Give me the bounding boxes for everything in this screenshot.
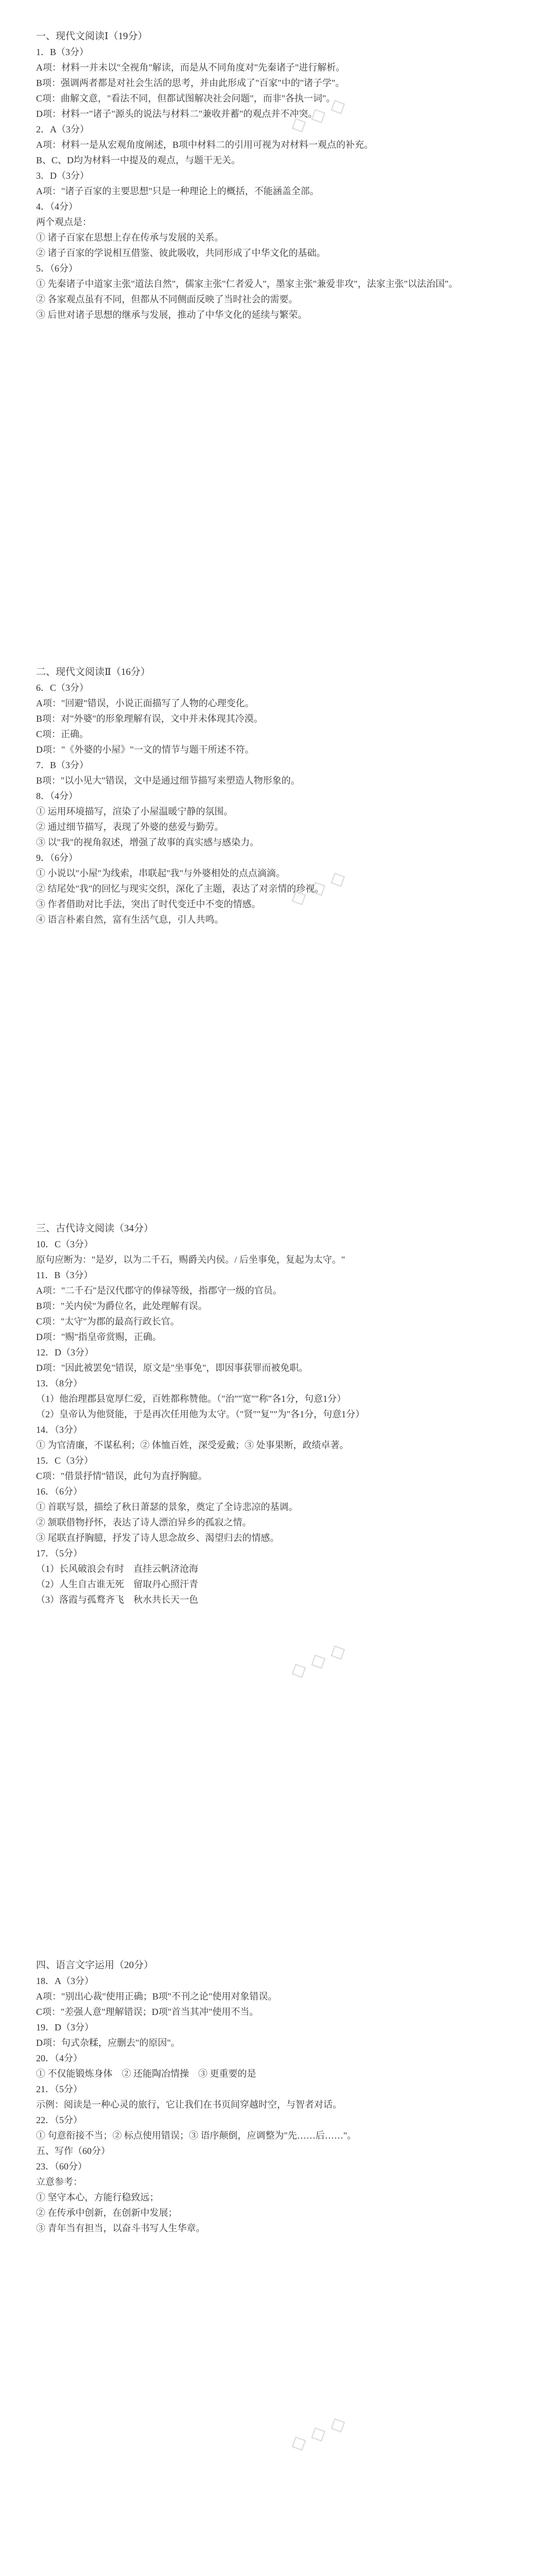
- answer-line: ② 各家观点虽有不同，但都从不同侧面反映了当时社会的需要。: [36, 294, 298, 304]
- answer-line: 6．C（3分）: [36, 683, 89, 693]
- answer-line: 14．（3分）: [36, 1425, 82, 1435]
- answer-line: 二、现代文阅读Ⅱ（16分）: [36, 667, 150, 677]
- answer-line: 8．（4分）: [36, 791, 78, 801]
- answer-part-2: [36, 665, 499, 927]
- watermark: ◇ ◇ ◇: [286, 1637, 350, 1684]
- answer-line: ① 诸子百家在思想上存在传承与发展的关系。: [36, 232, 224, 243]
- answer-line: D项："因此被罢免"错误，原文是"坐事免"，即因事获罪而被免职。: [36, 1363, 308, 1373]
- answer-line: D项："《外婆的小屋》"一文的情节与题干所述不符。: [36, 744, 254, 755]
- answer-line: B项：强调两者都是对社会生活的思考，并由此形成了"百家"中的"诸子学"。: [36, 78, 345, 88]
- answer-line: ③ 尾联直抒胸臆，抒发了诗人思念故乡、渴望归去的情感。: [36, 1533, 280, 1543]
- answer-line: A项：材料一是从宏观角度阐述，B项中材料二的引用可视为对材料一观点的补充。: [36, 140, 374, 150]
- answer-line: ① 小说以"小屋"为线索，串联起"我"与外婆相处的点点滴滴。: [36, 868, 285, 878]
- answer-line: 立意参考：: [36, 2177, 82, 2187]
- answer-line: （3）落霞与孤鹜齐飞 秋水共长天一色: [36, 1595, 198, 1605]
- answer-line: 四、语言文字运用（20分）: [36, 1960, 154, 1971]
- watermark: ◇ ◇ ◇: [286, 92, 350, 138]
- answer-line: 17．（5分）: [36, 1548, 82, 1558]
- answer-line: 21．（5分）: [36, 2084, 82, 2094]
- answer-line: ④ 语言朴素自然，富有生活气息，引人共鸣。: [36, 914, 224, 925]
- answer-line: ② 颔联借物抒怀，表达了诗人漂泊异乡的孤寂之情。: [36, 1517, 252, 1528]
- answer-line: （1）长风破浪会有时 直挂云帆济沧海: [36, 1564, 198, 1574]
- answer-line: 4．（4分）: [36, 201, 78, 212]
- answer-line: B项：对"外婆"的形象理解有误，文中并未体现其冷漠。: [36, 714, 263, 724]
- answer-line: 2．A（3分）: [36, 124, 89, 134]
- answer-line: A项："诸子百家的主要思想"只是一种理论上的概括，不能涵盖全部。: [36, 186, 319, 196]
- answer-line: ③ 作者借助对比手法，突出了时代变迁中不变的情感。: [36, 899, 261, 909]
- answer-part-1: [36, 29, 499, 323]
- watermark: ◇ ◇ ◇: [286, 2410, 350, 2456]
- answer-line: 16．（6分）: [36, 1486, 82, 1497]
- answer-line: D项："赐"指皇帝赏赐，正确。: [36, 1332, 162, 1342]
- answer-line: B项："关内侯"为爵位名，此处理解有误。: [36, 1301, 207, 1311]
- answer-line: C项：曲解文意，"看法不同，但都试图解决社会问题"，而非"各执一词"。: [36, 93, 336, 104]
- answer-line: D项：句式杂糅，应删去"的原因"。: [36, 2038, 180, 2048]
- answer-line: 10．C（3分）: [36, 1239, 94, 1249]
- answer-line: 5．（6分）: [36, 263, 78, 274]
- watermark: ◇ ◇ ◇: [286, 865, 350, 911]
- answer-line: C项："太守"为郡的最高行政长官。: [36, 1316, 180, 1327]
- answer-line: 11．B（3分）: [36, 1270, 93, 1280]
- answer-line: ① 先秦诸子中道家主张"道法自然"，儒家主张"仁者爱人"，墨家主张"兼爱非攻"，法家主张"以法治国"。: [36, 279, 458, 289]
- answer-line: ③ 以"我"的视角叙述，增强了故事的真实感与感染力。: [36, 837, 259, 848]
- answer-line: 原句应断为："是岁，以为二千石，赐爵关内侯。/ 后坐事免，复起为太守。": [36, 1255, 345, 1265]
- answer-line: A项："别出心裁"使用正确；B项"不刊之论"使用对象错误。: [36, 1991, 277, 2002]
- answer-part-4: [36, 1958, 499, 2236]
- answer-line: C项：正确。: [36, 729, 89, 739]
- answer-line: （2）人生自古谁无死 留取丹心照汗青: [36, 1579, 198, 1589]
- answer-line: 18．A（3分）: [36, 1976, 94, 1986]
- answer-line: 23．（60分）: [36, 2161, 87, 2172]
- answer-line: 9．（6分）: [36, 853, 78, 863]
- answer-line: ② 诸子百家的学说相互借鉴、彼此吸收，共同形成了中华文化的基础。: [36, 248, 326, 258]
- answer-line: ② 结尾处"我"的回忆与现实交织，深化了主题，表达了对亲情的珍视。: [36, 884, 324, 894]
- answer-line: D项：材料一"诸子"源头的说法与材料二"兼收并蓄"的观点并不冲突。: [36, 109, 318, 119]
- answer-line: 12．D（3分）: [36, 1347, 94, 1358]
- answer-line: 五、写作（60分）: [36, 2146, 110, 2156]
- answer-line: （1）他治理郡县宽厚仁爱，百姓都称赞他。（"治""宽""称"各1分，句意1分）: [36, 1394, 346, 1404]
- answer-line: A项："回避"错误，小说正面描写了人物的心理变化。: [36, 698, 254, 708]
- answer-line: B项："以小见大"错误，文中是通过细节描写来塑造人物形象的。: [36, 775, 300, 786]
- answer-line: ③ 后世对诸子思想的继承与发展，推动了中华文化的延续与繁荣。: [36, 310, 307, 320]
- answer-line: ① 不仅能锻炼身体 ② 还能陶冶情操 ③ 更重要的是: [36, 2069, 256, 2079]
- answer-part-3: [36, 1221, 499, 1607]
- answer-line: ② 通过细节描写，表现了外婆的慈爱与勤劳。: [36, 822, 224, 832]
- answer-line: ② 在传承中创新，在创新中发展；: [36, 2208, 178, 2218]
- answer-line: 1．B（3分）: [36, 47, 89, 57]
- answer-line: ① 运用环境描写，渲染了小屋温暖宁静的氛围。: [36, 806, 233, 817]
- answer-line: ① 为官清廉，不谋私利；② 体恤百姓，深受爱戴；③ 处事果断，政绩卓著。: [36, 1440, 349, 1450]
- answer-line: A项：材料一并未以"全视角"解读，而是从不同角度对"先秦诸子"进行解析。: [36, 62, 345, 73]
- answer-line: C项："借景抒情"错误，此句为直抒胸臆。: [36, 1471, 207, 1481]
- answer-line: （2）皇帝认为他贤能，于是再次任用他为太守。（"贤""复""为"各1分，句意1分）: [36, 1409, 365, 1419]
- answer-line: 13．（8分）: [36, 1378, 82, 1388]
- answer-line: 一、现代文阅读Ⅰ（19分）: [36, 31, 148, 42]
- answer-line: ① 句意衔接不当；② 标点使用错误；③ 语序颠倒，应调整为"先……后……"。: [36, 2130, 357, 2141]
- answer-line: 示例：阅读是一种心灵的旅行，它让我们在书页间穿越时空，与智者对话。: [36, 2099, 342, 2110]
- answer-line: 15．C（3分）: [36, 1455, 94, 1466]
- answer-line: 两个观点是：: [36, 217, 92, 227]
- answer-line: C项："差强人意"理解错误；D项"首当其冲"使用不当。: [36, 2007, 259, 2017]
- answer-line: 三、古代诗文阅读（34分）: [36, 1223, 154, 1234]
- answer-line: 19．D（3分）: [36, 2022, 94, 2032]
- answer-line: 22．（5分）: [36, 2115, 82, 2125]
- answer-line: ③ 青年当有担当，以奋斗书写人生华章。: [36, 2223, 205, 2233]
- answer-line: ① 坚守本心，方能行稳致远；: [36, 2192, 159, 2202]
- answer-line: A项："二千石"是汉代郡守的俸禄等级，指郡守一级的官员。: [36, 1285, 282, 1296]
- answer-line: B、C、D均为材料一中提及的观点，与题干无关。: [36, 155, 241, 165]
- answer-line: 20．（4分）: [36, 2053, 82, 2063]
- answer-line: ① 首联写景，描绘了秋日萧瑟的景象，奠定了全诗悲凉的基调。: [36, 1502, 298, 1512]
- answer-line: 3．D（3分）: [36, 171, 89, 181]
- answer-line: 7．B（3分）: [36, 760, 89, 770]
